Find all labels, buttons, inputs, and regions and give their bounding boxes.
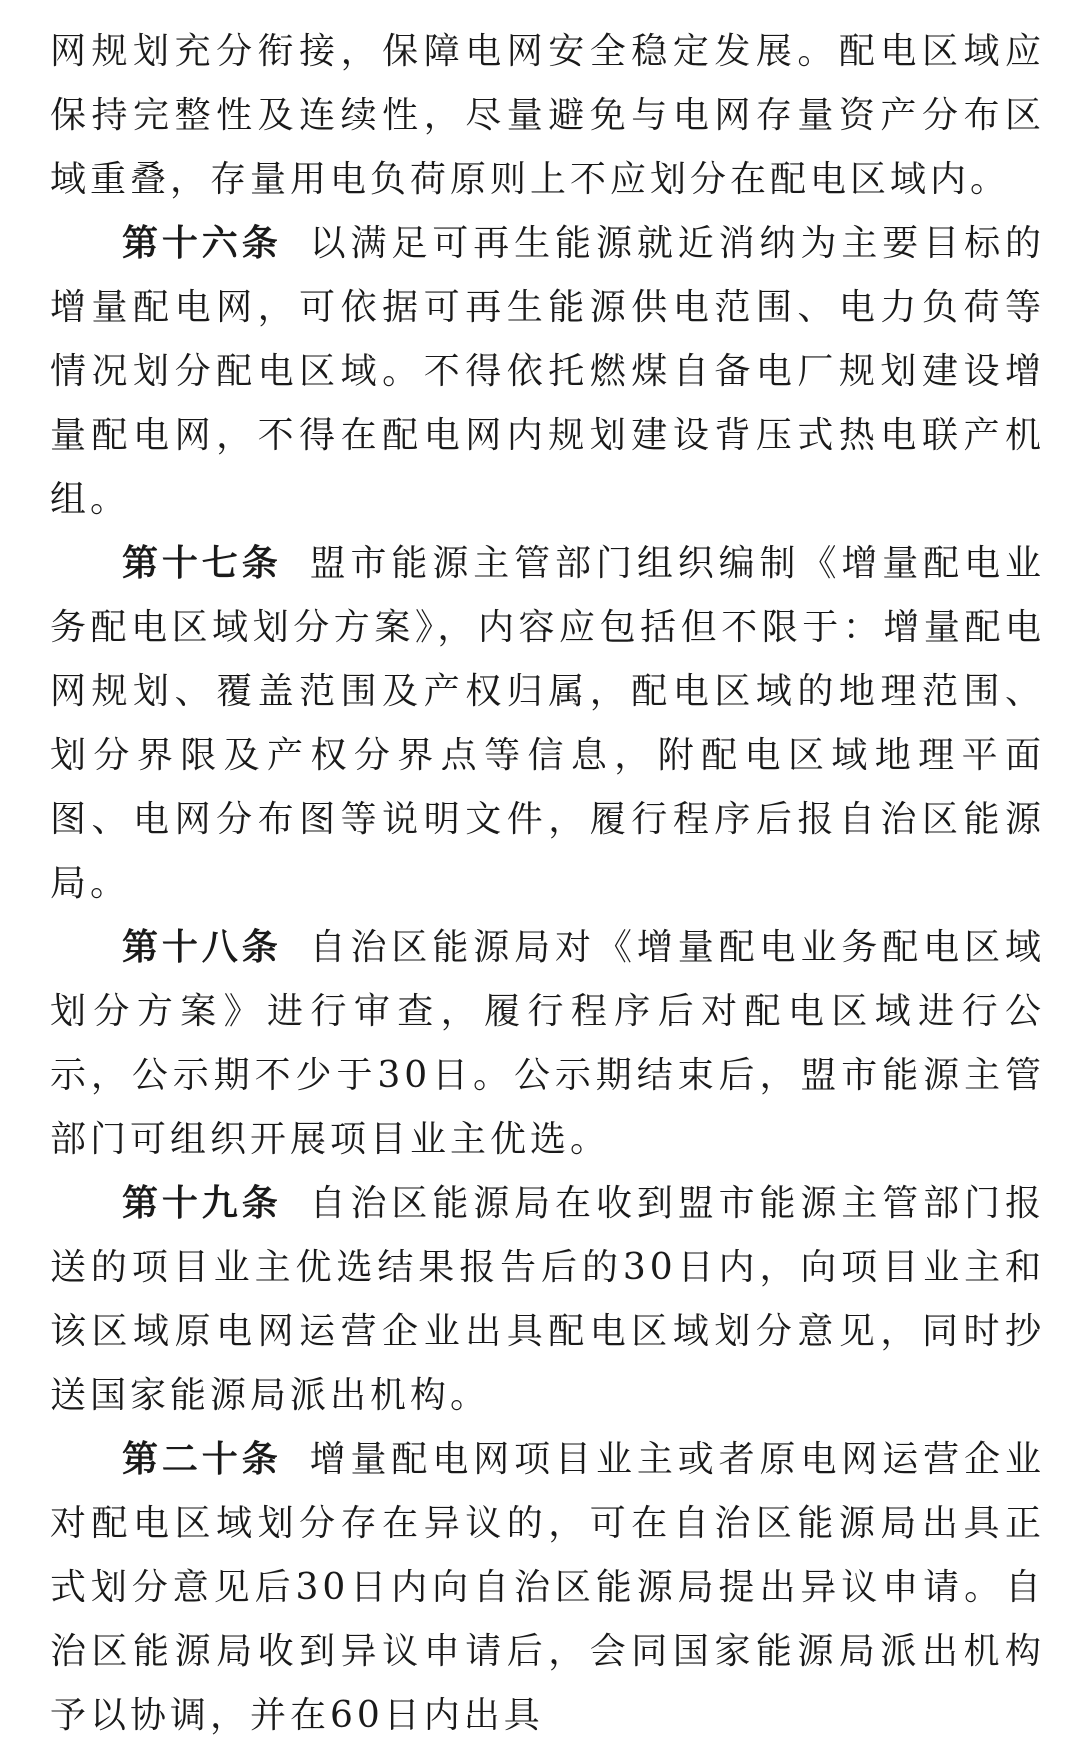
article-heading: 第十七条 xyxy=(122,543,282,584)
article-19 xyxy=(50,1172,1045,1428)
article-text: 自治区能源局在收到盟市能源主管部门报送的项目业主优选结果报告后的30日内，向项目业主和该区域原电网运营企业出具配电区域划分意见，同时抄送国家能源局派出机构。 xyxy=(50,1183,1045,1416)
paragraph-continuation xyxy=(50,20,1045,212)
article-16 xyxy=(50,212,1045,532)
article-text: 盟市能源主管部门组织编制《增量配电业务配电区域划分方案》，内容应包括但不限于：增量配电网规划、覆盖范围及产权归属，配电区域的地理范围、划分界限及产权分界点等信息，附配电区域地理平面图、电网分布图等说明文件，履行程序后报自治区能源局。 xyxy=(50,543,1045,904)
article-heading: 第十八条 xyxy=(122,927,282,968)
article-text: 增量配电网项目业主或者原电网运营企业对配电区域划分存在异议的，可在自治区能源局出具正式划分意见后30日内向自治区能源局提出异议申请。自治区能源局收到异议申请后，会同国家能源局派出机构予以协调，并在60日内出具 xyxy=(50,1439,1045,1736)
article-heading: 第十六条 xyxy=(122,223,282,264)
paragraph-text: 网规划充分衔接，保障电网安全稳定发展。配电区域应保持完整性及连续性，尽量避免与电网存量资产分布区域重叠，存量用电负荷原则上不应划分在配电区域内。 xyxy=(50,31,1045,200)
article-18 xyxy=(50,916,1045,1172)
article-17 xyxy=(50,532,1045,916)
article-20 xyxy=(50,1428,1045,1748)
article-heading: 第二十条 xyxy=(122,1439,282,1480)
article-text: 自治区能源局对《增量配电业务配电区域划分方案》进行审查，履行程序后对配电区域进行公示，公示期不少于30日。公示期结束后，盟市能源主管部门可组织开展项目业主优选。 xyxy=(50,927,1045,1160)
article-text: 以满足可再生能源就近消纳为主要目标的增量配电网，可依据可再生能源供电范围、电力负荷等情况划分配电区域。不得依托燃煤自备电厂规划建设增量配电网，不得在配电网内规划建设背压式热电联产机组。 xyxy=(50,223,1045,520)
article-heading: 第十九条 xyxy=(122,1183,282,1224)
